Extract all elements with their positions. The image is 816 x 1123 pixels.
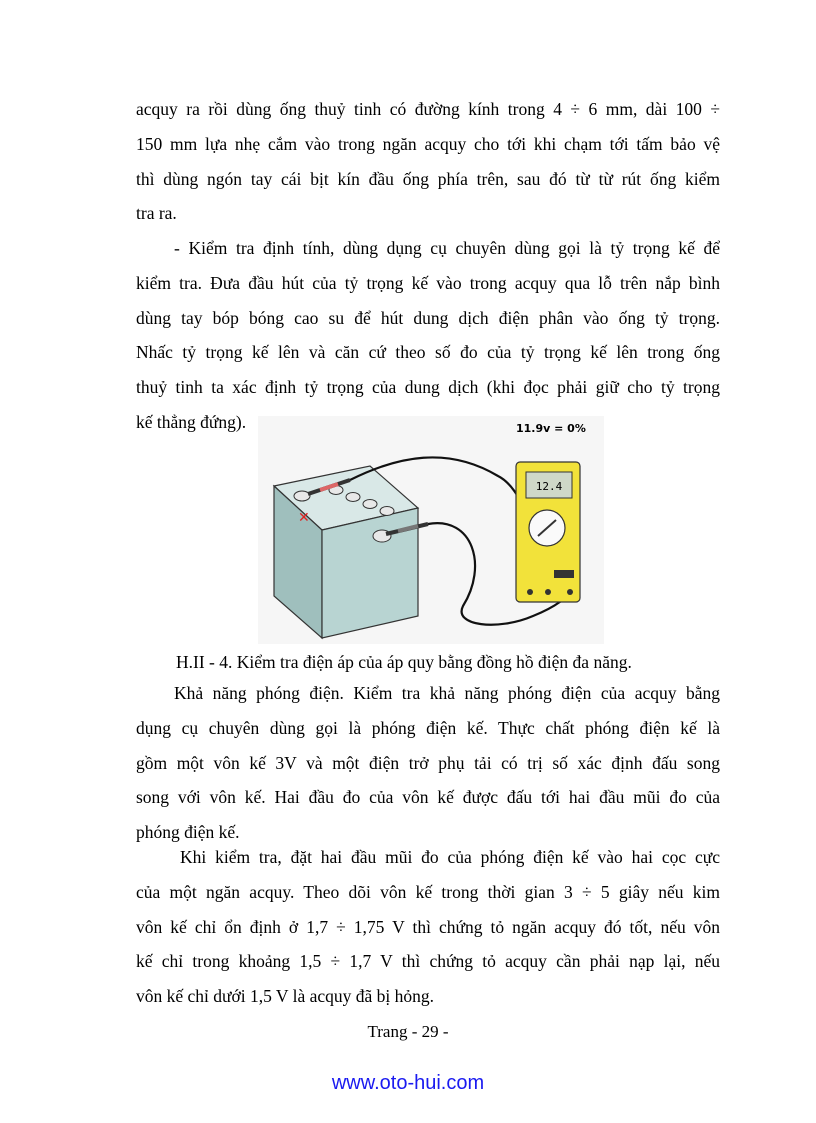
text-line: dụng cụ chuyên dùng gọi là phóng điện kế. Thực chất phóng điện kế là: [136, 717, 720, 738]
text-line: thì dùng ngón tay cái bịt kín đầu ống phía trên, sau đó từ từ rút ống kiểm: [136, 168, 720, 189]
text-line: dùng tay bóp bóng cao su để hút dung dịch điện phân vào ống tỷ trọng.: [136, 307, 720, 328]
paragraph-3: [136, 676, 720, 850]
paragraph-1: [136, 92, 720, 231]
text-line: phóng điện kế.: [136, 822, 240, 843]
text-line: Nhấc tỷ trọng kế lên và căn cứ theo số đo của tỷ trọng kế lên trong ống: [136, 342, 720, 363]
text-line: kiểm tra. Đưa đầu hút của tỷ trọng kế vào trong acquy qua lỗ trên nắp bình: [136, 272, 720, 293]
text-line: tra ra.: [136, 203, 177, 224]
figure-caption: H.II - 4. Kiểm tra điện áp của áp quy bằng đồng hồ điện đa năng.: [176, 652, 632, 672]
meter-display: 12.4: [535, 480, 563, 493]
text-line: song với vôn kế. Hai đầu đo của vôn kế được đấu tới hai đầu mũi đo của: [136, 787, 720, 808]
figure-voltage-label: 11.9v = 0%: [516, 422, 586, 435]
paragraph-2: [136, 231, 720, 440]
text-line: Khi kiểm tra, đặt hai đầu mũi đo của phóng điện kế vào hai cọc cực: [180, 847, 720, 867]
svg-text:✕: ✕: [298, 510, 310, 526]
text-line: kế chỉ trong khoảng 1,5 ÷ 1,7 V thì chứng tỏ acquy cần phải nạp lại, nếu: [136, 951, 720, 972]
text-line: vôn kế chỉ dưới 1,5 V là acquy đã bị hỏng.: [136, 986, 435, 1007]
text-line: 150 mm lựa nhẹ cắm vào trong ngăn acquy cho tới khi chạm tới tấm bảo vệ: [136, 133, 720, 154]
text-line: thuỷ tinh ta xác định tỷ trọng của dung dịch (khi đọc phải giữ cho tỷ trọng: [136, 377, 720, 398]
text-line: kế thẳng đứng).: [136, 411, 247, 432]
paragraph-4: [136, 840, 720, 1014]
text-line: gồm một vôn kế 3V và một điện trở phụ tải có trị số xác định đấu song: [136, 752, 720, 773]
text-line: của một ngăn acquy. Theo dõi vôn kế trong thời gian 3 ÷ 5 giây nếu kim: [136, 881, 720, 902]
battery-multimeter-figure: [258, 416, 604, 644]
text-line: - Kiểm tra định tính, dùng dụng cụ chuyên dùng gọi là tỷ trọng kế để: [174, 238, 720, 258]
text-line: Khả năng phóng điện. Kiểm tra khả năng phóng điện của acquy bằng: [174, 683, 720, 703]
website-link[interactable]: www.oto-hui.com: [331, 1072, 485, 1094]
text-line: acquy ra rồi dùng ống thuỷ tinh có đường kính trong 4 ÷ 6 mm, dài 100 ÷: [136, 99, 720, 119]
text-line: vôn kế chỉ ổn định ở 1,7 ÷ 1,75 V thì chứng tỏ ngăn acquy đó tốt, nếu vôn: [136, 916, 720, 937]
page-number: Trang - 29 -: [367, 1022, 449, 1041]
